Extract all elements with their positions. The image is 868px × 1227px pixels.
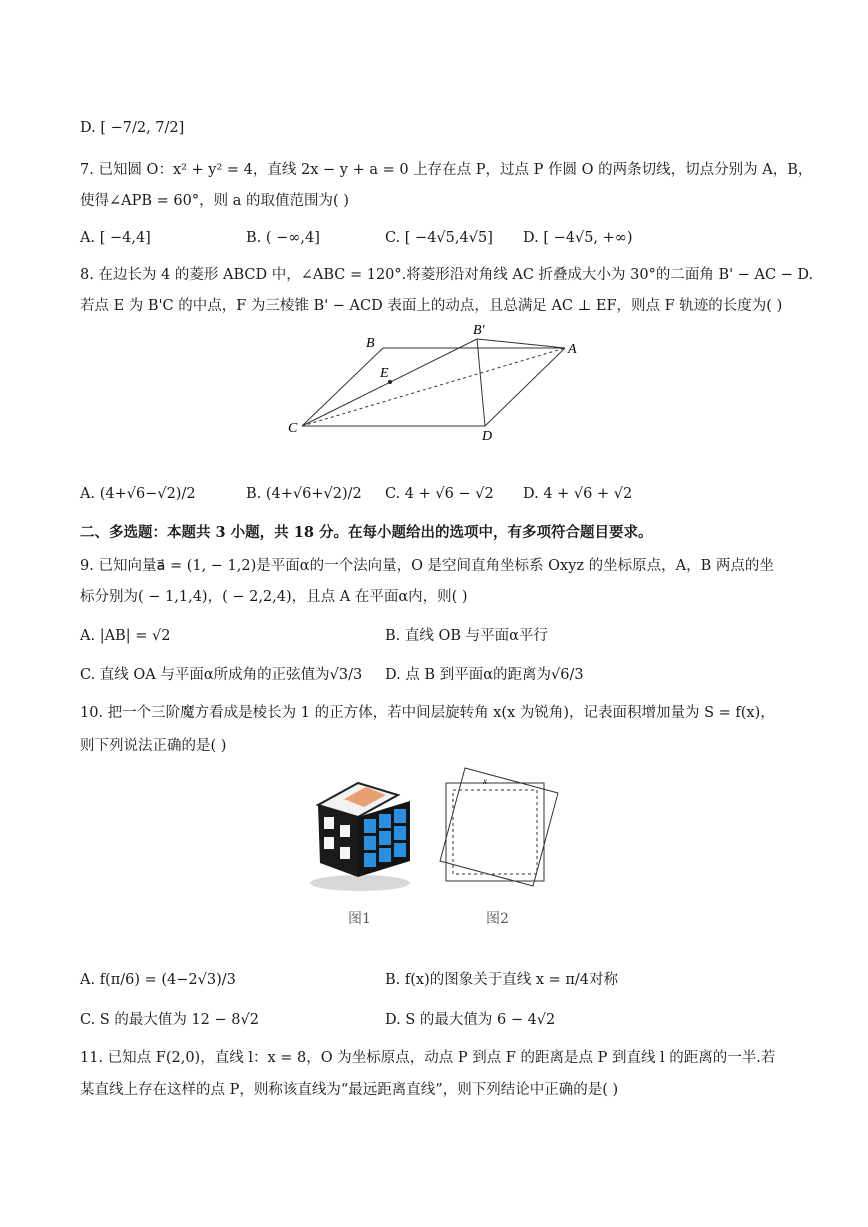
q11-stem-line2: 某直线上存在这样的点 P，则称该直线为“最远距离直线”，则下列结论中正确的是( ) [80, 1082, 619, 1098]
q7-stem-line2: 使得∠APB = 60°，则 a 的取值范围为( ) [80, 193, 349, 209]
edge-da [485, 348, 565, 426]
angle-mark-x: x [483, 776, 487, 786]
q8-option-b: B. (4+√6+√2)/2 [246, 486, 362, 502]
q9-option-c: C. 直线 OA 与平面α所成角的正弦值为√3/3 [80, 667, 363, 683]
caption-fig2: 图2 [486, 911, 509, 927]
q7-option-d: D. [ −4√5, +∞) [523, 230, 633, 246]
q7-option-b: B. ( −∞,4] [246, 230, 320, 246]
label-d: D [482, 429, 493, 442]
section2-heading: 二、多选题：本题共 3 小题，共 18 分。在每小题给出的选项中，有多项符合题目要求。 [80, 524, 653, 541]
q9-option-b: B. 直线 OB 与平面α平行 [385, 628, 548, 644]
label-c: C [288, 421, 298, 436]
edge-bpd [477, 339, 485, 426]
q7-option-c: C. [ −4√5,4√5] [385, 230, 493, 246]
q8-option-d: D. 4 + √6 + √2 [523, 486, 633, 502]
caption-fig1: 图1 [348, 911, 371, 927]
q8-stem-line1: 8. 在边长为 4 的菱形 ABCD 中，∠ABC = 120°.将菱形沿对角线 AC 折叠成大小为 30°的二面角 B' − AC − D. [80, 267, 814, 283]
q8-figure [280, 318, 600, 442]
q9-stem-line2: 标分别为( − 1,1,4)，( − 2,2,4)，且点 A 在平面α内，则( ) [80, 589, 468, 605]
q10-stem-line2: 则下列说法正确的是( ) [80, 738, 227, 754]
q9-option-d: D. 点 B 到平面α的距离为√6/3 [385, 667, 584, 683]
q10-option-a: A. f(π/6) = (4−2√3)/3 [80, 972, 236, 988]
point-e [388, 380, 392, 384]
q8-option-a: A. (4+√6−√2)/2 [80, 486, 196, 502]
rotated-square-diagram [440, 768, 558, 886]
label-bprime: B′ [473, 323, 485, 338]
q10-figure [300, 765, 560, 935]
label-b: B [366, 336, 375, 351]
q9-stem-line1: 9. 已知向量a⃗ = (1, − 1,2)是平面α的一个法向量，O 是空间直角坐标系 Oxyz 的坐标原点，A，B 两点的坐 [80, 558, 774, 574]
q6-option-d: D. [ −7/2, 7/2] [80, 120, 185, 136]
edge-bpa [477, 339, 565, 348]
q10-option-b: B. f(x)的图象关于直线 x = π/4对称 [385, 972, 619, 988]
q7-option-a: A. [ −4,4] [80, 230, 151, 246]
q10-option-c: C. S 的最大值为 12 − 8√2 [80, 1012, 259, 1028]
q7-stem-line1: 7. 已知圆 O：x² + y² = 4，直线 2x − y + a = 0 上存在点 P，过点 P 作圆 O 的两条切线，切点分别为 A，B， [80, 162, 813, 178]
q10-stem-line1: 10. 把一个三阶魔方看成是棱长为 1 的正方体，若中间层旋转角 x(x 为锐角)，记表面积增加量为 S = f(x)， [80, 705, 775, 721]
q8-stem-line2: 若点 E 为 B'C 的中点，F 为三棱锥 B' − ACD 表面上的动点，且总满足 AC ⊥ EF，则点 F 轨迹的长度为( ) [80, 298, 783, 314]
label-a: A [568, 342, 577, 357]
rubiks-cube-image [310, 783, 410, 891]
q8-option-c: C. 4 + √6 − √2 [385, 486, 494, 502]
q9-option-a: A. |AB| = √2 [80, 628, 171, 644]
q11-stem-line1: 11. 已知点 F(2,0)，直线 l：x = 8，O 为坐标原点，动点 P 到点 F 的距离是点 P 到直线 l 的距离的一半.若 [80, 1050, 776, 1066]
label-e: E [380, 366, 389, 381]
q10-option-d: D. S 的最大值为 6 − 4√2 [385, 1012, 556, 1028]
